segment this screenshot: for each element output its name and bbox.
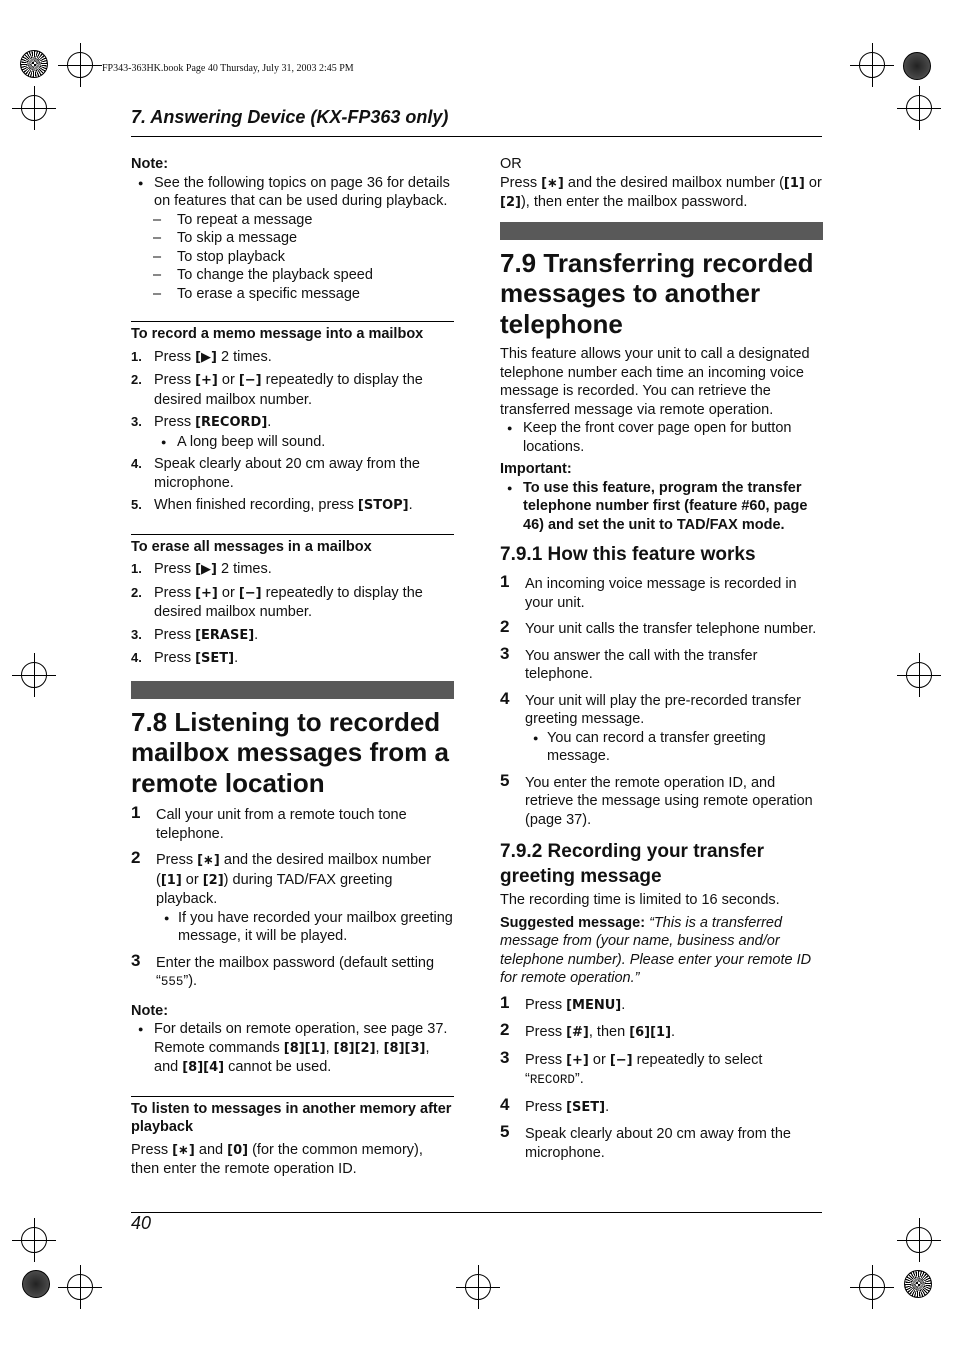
important-label: Important:	[500, 461, 572, 477]
how-step-3: 3 You answer the call with the transfer telephone.	[500, 643, 758, 682]
how-step-5: 5 You enter the remote operation ID, and retrieve the message using remote operation (page 37).	[500, 770, 813, 828]
one-key: [1]	[160, 872, 182, 888]
erase-step-2: 2. Press [+] or [−] repeatedly to display the desired mailbox number.	[131, 584, 423, 620]
remote-step-2-bullet: ● If you have recorded your mailbox greeting message, it will be played.	[156, 909, 454, 946]
left-column	[131, 155, 454, 1179]
record-memo-step-5: 5. When finished recording, press [STOP].	[131, 497, 413, 513]
registration-dot-top-right	[903, 52, 931, 80]
section-title: 7. Answering Device (KX-FP363 only)	[131, 107, 449, 127]
erase-key: [ERASE]	[195, 627, 255, 643]
registration-sunburst-bottom-right	[904, 1270, 932, 1298]
plus-key: [+]	[195, 373, 218, 388]
stop-key: [STOP]	[357, 498, 409, 513]
erase-all-heading: To erase all messages in a mailbox	[131, 534, 454, 557]
right-column	[500, 155, 823, 1162]
remote-step-2: 2 Press [∗] and the desired mailbox number ([1] or [2]) during TAD/FAX greeting playback. ● If you have recorded your mailbox greeting message, it will be played.	[131, 851, 454, 946]
plus-key: [+]	[566, 1052, 589, 1068]
listen-text: Press [∗] and [0] (for the common memory), then enter the remote operation ID.	[131, 1141, 423, 1177]
or-text: OR	[500, 156, 522, 172]
menu-key: [MENU]	[566, 997, 622, 1013]
minus-key: [−]	[609, 1052, 633, 1068]
star-key: [∗]	[197, 853, 220, 868]
crop-mark-right-lower	[906, 1227, 932, 1253]
section-bar	[500, 222, 823, 240]
crop-mark-bottom-right	[859, 1274, 885, 1300]
remote-note-bullet: ● For details on remote operation, see page 37. Remote commands [8][1], [8][2], [8][3], and [8][4] cannot be used.	[131, 1020, 454, 1078]
record-memo-step-1: 1. Press [▶] 2 times.	[131, 348, 272, 365]
how-step-2: 2 Your unit calls the transfer telephone number.	[500, 617, 817, 637]
greeting-step-2: 2 Press [#], then [6][1].	[500, 1020, 676, 1040]
note-dash-item: – To change the playback speed	[131, 266, 454, 285]
zero-key: [0]	[227, 1142, 249, 1158]
plus-key: [+]	[195, 585, 218, 601]
recording-limit: The recording time is limited to 16 seconds.	[500, 892, 780, 908]
crop-mark-left-lower	[21, 1227, 47, 1253]
transfer-intro: This feature allows your unit to call a designated telephone number each time an incoming voice message is recorded. You can retrieve the transferred message via remote operation.	[500, 346, 810, 418]
important-bullet: ● To use this feature, program the transfer telephone number first (feature #60, page 46) and set the unit to TAD/FAX mode.	[500, 479, 823, 535]
crop-mark-top-left	[67, 52, 93, 78]
right-key: [▶]	[195, 349, 217, 365]
crop-mark-bottom-left	[67, 1274, 93, 1300]
how-step-4-bullet: ● You can record a transfer greeting message.	[525, 729, 823, 766]
crop-mark-top-right	[859, 52, 885, 78]
record-memo-step-4: 4. Speak clearly about 20 cm away from the microphone.	[131, 456, 420, 491]
note-dash-item: – To stop playback	[131, 248, 454, 267]
header-rule	[131, 136, 822, 137]
crop-mark-left-upper	[21, 95, 47, 121]
crop-mark-bottom-center	[465, 1274, 491, 1300]
record-display-text: RECORD	[529, 1073, 575, 1087]
two-key: [2]	[202, 872, 224, 888]
or-instruction: Press [∗] and the desired mailbox number ([1] or [2]), then enter the mailbox password.	[500, 174, 822, 210]
crop-mark-left-middle	[21, 662, 47, 688]
how-step-1: 1 An incoming voice message is recorded in your unit.	[500, 572, 797, 611]
greeting-step-4: 4 Press [SET].	[500, 1094, 610, 1115]
two-key: [2]	[500, 195, 521, 210]
star-key: [∗]	[541, 175, 564, 191]
record-memo-bullet: ● A long beep will sound.	[154, 433, 454, 452]
minus-key: [−]	[238, 585, 262, 601]
greeting-step-3: 3 Press [+] or [−] repeatedly to select “RECORD”.	[500, 1047, 763, 1087]
section-7-9-2-title: 7.9.2 Recording your transfer greeting message	[500, 841, 764, 887]
footer-rule	[131, 1212, 822, 1213]
registration-dot-bottom-left	[22, 1270, 50, 1298]
record-memo-step-3: 3. Press [RECORD]. ● A long beep will sound.	[131, 413, 454, 451]
registration-sunburst-top-left	[20, 50, 48, 78]
note-label: Note:	[131, 156, 169, 172]
note-dash-item: – To erase a specific message	[131, 285, 454, 304]
erase-step-4: 4. Press [SET].	[131, 650, 239, 666]
section-7-8-title: 7.8 Listening to recorded mailbox messages from a remote location	[131, 706, 449, 798]
six-one-keys: [6][1]	[629, 1025, 672, 1040]
section-7-9-1-title: 7.9.1 How this feature works	[500, 544, 756, 565]
erase-step-3: 3. Press [ERASE].	[131, 626, 259, 643]
remote-step-3: 3 Enter the mailbox password (default setting “555”).	[131, 950, 435, 989]
note-dash-item: – To repeat a message	[131, 211, 454, 230]
how-step-4: 4 Your unit will play the pre-recorded transfer greeting message. ● You can record a transfer greeting message.	[500, 692, 823, 766]
page-number: 40	[131, 1213, 152, 1233]
section-7-9-title: 7.9 Transferring recorded messages to another telephone	[500, 247, 814, 339]
suggested-message: Suggested message: “This is a transferred message from (your name, business and/or telephone number). Please enter your remote ID for remote operation.”	[500, 914, 812, 986]
hash-key: [#]	[566, 1025, 589, 1040]
record-memo-step-2: 2. Press [+] or [−] repeatedly to display the desired mailbox number.	[131, 372, 423, 408]
book-info: FP343-363HK.book Page 40 Thursday, July 31, 2003 2:45 PM	[102, 63, 354, 74]
record-memo-heading: To record a memo message into a mailbox	[131, 321, 454, 344]
crop-mark-right-middle	[906, 662, 932, 688]
record-key: [RECORD]	[195, 415, 268, 430]
note-dash-item: – To skip a message	[131, 229, 454, 248]
set-key: [SET]	[566, 1099, 606, 1115]
erase-step-1: 1. Press [▶] 2 times.	[131, 561, 272, 577]
default-password: 555	[160, 975, 184, 989]
remote-note-label: Note:	[131, 1002, 169, 1019]
set-key: [SET]	[195, 651, 235, 666]
section-bar	[131, 681, 454, 699]
crop-mark-right-upper	[906, 95, 932, 121]
minus-key: [−]	[238, 373, 262, 388]
one-key: [1]	[783, 175, 805, 191]
star-key: [∗]	[172, 1142, 195, 1158]
remote-step-1: 1 Call your unit from a remote touch tone telephone.	[131, 803, 407, 842]
right-key: [▶]	[195, 562, 217, 577]
note-bullet: ● See the following topics on page 36 for details on features that can be used during playback.	[131, 174, 454, 211]
listen-heading: To listen to messages in another memory after playback	[131, 1096, 454, 1137]
transfer-intro-bullet: ● Keep the front cover page open for button locations.	[500, 419, 823, 456]
greeting-step-1: 1 Press [MENU].	[500, 992, 626, 1013]
greeting-step-5: 5 Speak clearly about 20 cm away from the microphone.	[500, 1122, 791, 1161]
